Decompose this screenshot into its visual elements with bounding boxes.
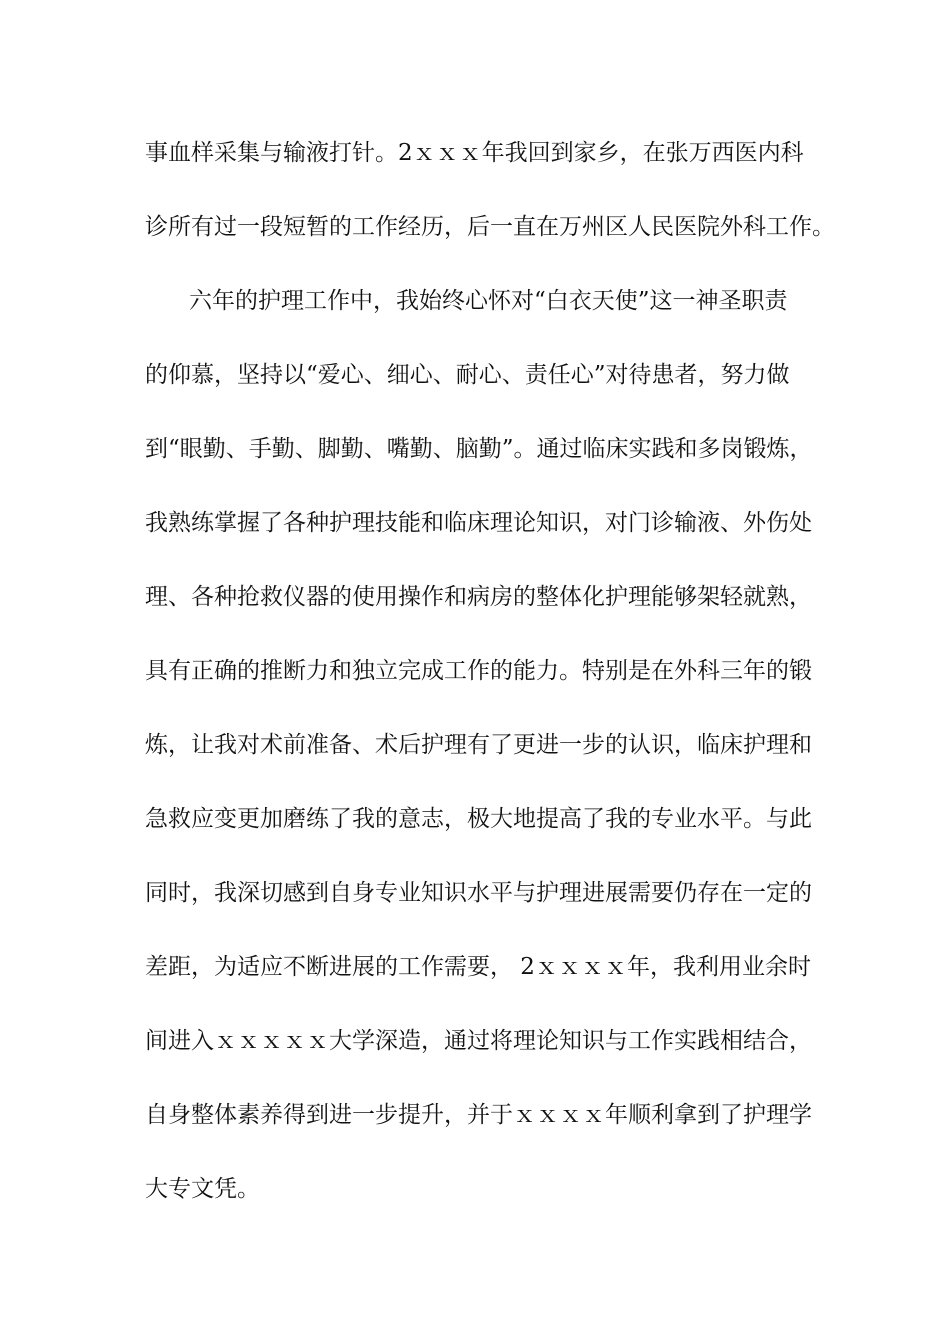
text-line: 理、各种抢救仪器的使用操作和病房的整体化护理能够架轻就熟， bbox=[145, 584, 812, 610]
body-text bbox=[145, 135, 835, 1245]
text-line: 诊所有过一段短暂的工作经历，后一直在万州区人民医院外科工作。 bbox=[145, 214, 835, 240]
paragraph-start-line: 六年的护理工作中，我始终心怀对“白衣天使”这一神圣职责 bbox=[189, 288, 788, 314]
text-line: 急救应变更加磨练了我的意志，极大地提高了我的专业水平。与此 bbox=[145, 806, 812, 832]
text-line: 自身整体素养得到进一步提升，并于ｘｘｘｘ年顺利拿到了护理学 bbox=[145, 1102, 812, 1128]
text-line: 间进入ｘｘｘｘｘ大学深造，通过将理论知识与工作实践相结合， bbox=[145, 1028, 812, 1054]
text-line: 我熟练掌握了各种护理技能和临床理论知识，对门诊输液、外伤处 bbox=[145, 510, 812, 536]
text-line: 的仰慕，坚持以“爱心、细心、耐心、责任心”对待患者，努力做 bbox=[145, 362, 790, 388]
text-line: 具有正确的推断力和独立完成工作的能力。特别是在外科三年的锻 bbox=[145, 658, 812, 684]
text-line: 差距，为适应不断进展的工作需要， 2ｘｘｘｘ年，我利用业余时 bbox=[145, 954, 811, 980]
text-line: 炼，让我对术前准备、术后护理有了更进一步的认识，临床护理和 bbox=[145, 732, 812, 758]
text-line: 大专文凭。 bbox=[145, 1176, 260, 1202]
text-line: 事血样采集与输液打针。2ｘｘｘ年我回到家乡，在张万西医内科 bbox=[145, 140, 804, 166]
text-line: 同时，我深切感到自身专业知识水平与护理进展需要仍存在一定的 bbox=[145, 880, 812, 906]
text-line: 到“眼勤、手勤、脚勤、嘴勤、脑勤”。通过临床实践和多岗锻炼， bbox=[145, 436, 813, 462]
